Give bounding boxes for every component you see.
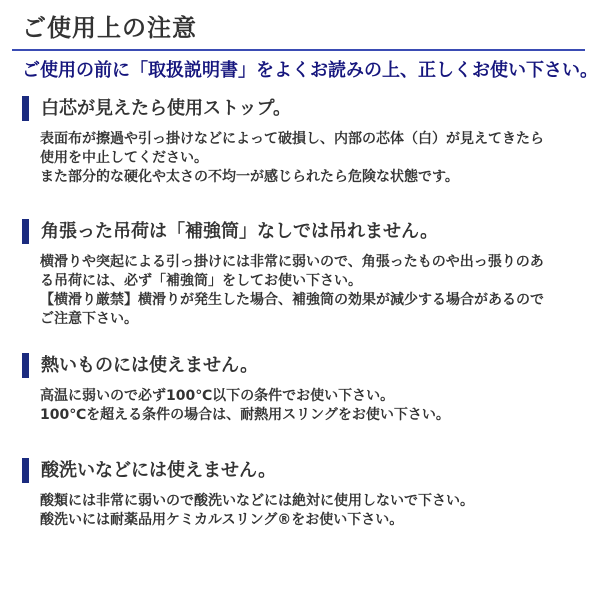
section-heading-row bbox=[22, 219, 585, 244]
body-line: 【横滑り厳禁】横滑りが発生した場合、補強筒の効果が減少する場合があるので bbox=[40, 291, 544, 308]
section-marker-bar bbox=[22, 219, 29, 244]
section-heading: 熱いものには使えません。 bbox=[41, 354, 259, 376]
body-line: 使用を中止してください。 bbox=[40, 149, 208, 166]
section-heading-row bbox=[22, 458, 585, 483]
title-divider bbox=[12, 49, 585, 51]
section-marker-bar bbox=[22, 458, 29, 483]
section-heading: 白芯が見えたら使用ストップ。 bbox=[41, 97, 292, 119]
intro-note: ご使用の前に「取扱説明書」をよくお読みの上、正しくお使い下さい。 bbox=[22, 59, 598, 81]
body-line: 高温に弱いので必ず100℃以下の条件でお使い下さい。 bbox=[40, 387, 395, 404]
section-body bbox=[40, 492, 585, 530]
body-line: 酸類には非常に弱いので酸洗いなどには絶対に使用しないで下さい。 bbox=[40, 492, 474, 509]
section-heading: 角張った吊荷は「補強筒」なしでは吊れません。 bbox=[41, 220, 439, 242]
section-body bbox=[40, 253, 585, 329]
section-square-load-warning bbox=[22, 219, 585, 329]
section-heading-row bbox=[22, 353, 585, 378]
body-line: 100℃を超える条件の場合は、耐熱用スリングをお使い下さい。 bbox=[40, 406, 450, 423]
section-body bbox=[40, 387, 585, 425]
body-line: 横滑りや突起による引っ掛けには非常に弱いので、角張ったものや出っ張りのあ bbox=[40, 253, 544, 270]
section-acid-warning bbox=[22, 458, 585, 530]
section-heading: 酸洗いなどには使えません。 bbox=[41, 459, 277, 481]
body-line: また部分的な硬化や太さの不均一が感じられたら危険な状態です。 bbox=[40, 168, 459, 185]
section-marker-bar bbox=[22, 96, 29, 121]
page-title: ご使用上の注意 bbox=[22, 14, 197, 42]
body-line: ご注意下さい。 bbox=[40, 310, 138, 327]
section-marker-bar bbox=[22, 353, 29, 378]
section-body bbox=[40, 130, 585, 187]
body-line: 表面布が擦過や引っ掛けなどによって破損し、内部の芯体（白）が見えてきたら bbox=[40, 130, 544, 147]
section-white-core-warning bbox=[22, 96, 585, 187]
section-heat-warning bbox=[22, 353, 585, 425]
body-line: る吊荷には、必ず「補強筒」をしてお使い下さい。 bbox=[40, 272, 362, 289]
body-line: 酸洗いには耐薬品用ケミカルスリング®をお使い下さい。 bbox=[40, 511, 404, 528]
section-heading-row bbox=[22, 96, 585, 121]
